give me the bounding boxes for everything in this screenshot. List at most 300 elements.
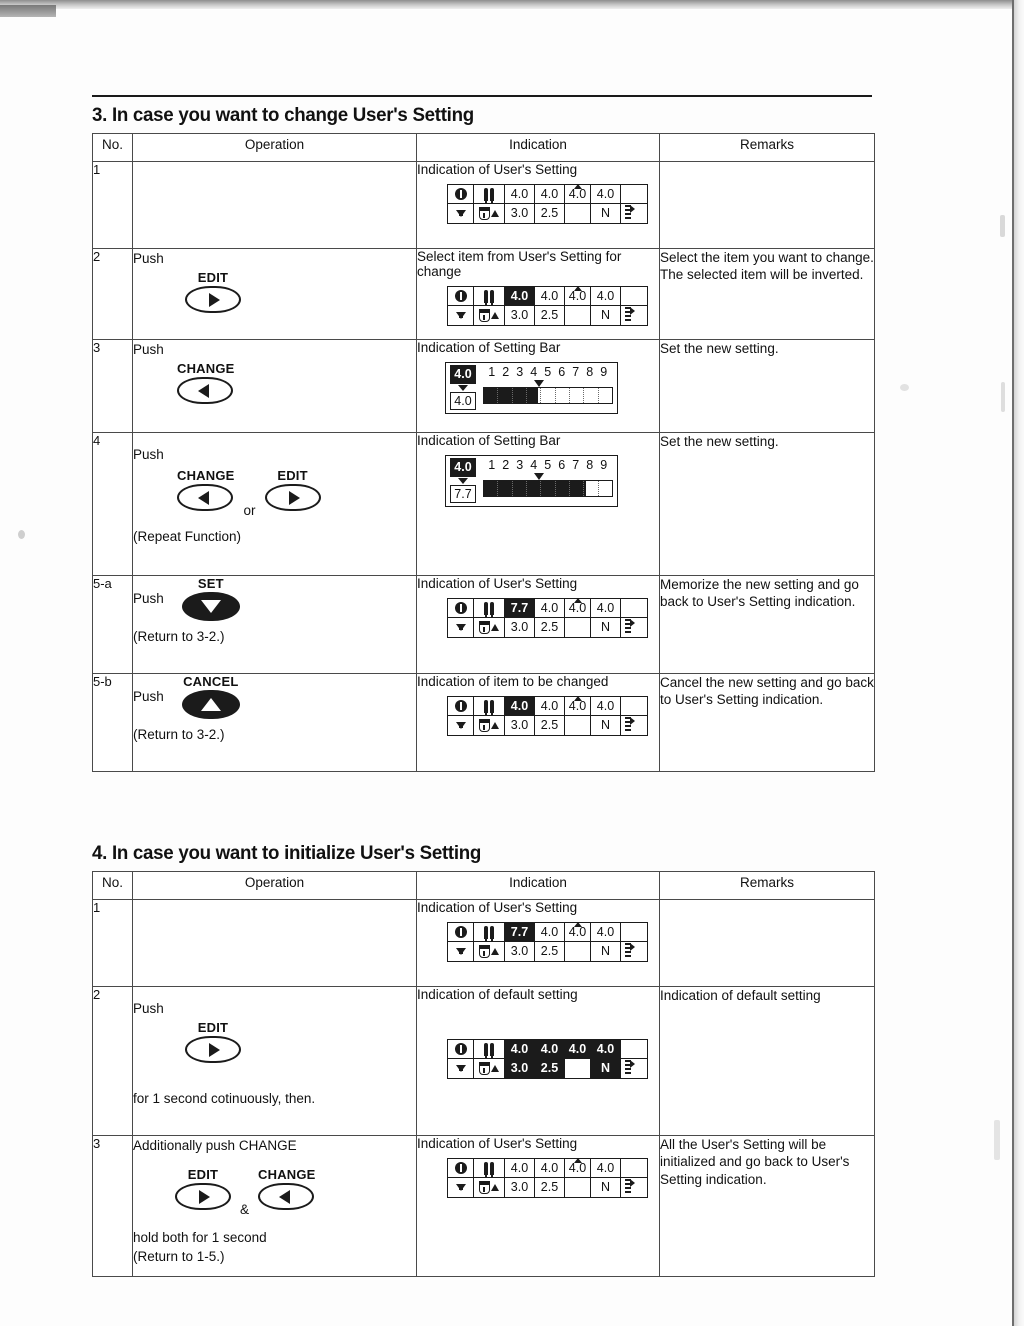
- table-row: [93, 1136, 875, 1277]
- remarks-cell: Select the item you want to change. The selected item will be inverted.: [660, 249, 875, 340]
- lcd-cell: [621, 306, 647, 325]
- change-button-label: CHANGE: [177, 468, 235, 483]
- lcd-cell: [565, 1059, 591, 1078]
- scan-right-page-edge: [1012, 0, 1024, 1326]
- lcd-cell: [621, 204, 647, 223]
- lcd-cell: N: [591, 204, 621, 223]
- lcd-screen: [447, 922, 648, 962]
- arrow-down-icon: [456, 722, 466, 729]
- lcd-cell: [474, 1159, 505, 1178]
- down-caret-icon: [458, 385, 468, 391]
- scroll-marker-icon: [625, 1060, 631, 1075]
- scroll-marker-icon: [625, 205, 631, 220]
- scale-tick-label: 7: [572, 458, 580, 472]
- lcd-setting-bar: [417, 452, 659, 507]
- row-number: 5-a: [93, 576, 133, 674]
- scroll-marker-icon: [625, 943, 631, 958]
- lcd-cell: N: [591, 1178, 621, 1197]
- lcd-cell: [474, 716, 505, 735]
- lcd-cell: [565, 306, 591, 325]
- twin-pins-icon: [484, 1162, 494, 1175]
- button-separator: &: [240, 1202, 250, 1217]
- indication-label: Indication of User's Setting: [417, 162, 578, 177]
- scan-speck: [1000, 215, 1005, 237]
- lcd-row-bottom: [448, 618, 647, 637]
- scale-tick-label: 4: [530, 458, 538, 472]
- pointer-caret-icon: [534, 473, 544, 480]
- scan-speck: [994, 1120, 1000, 1160]
- bar-scale: [483, 458, 613, 472]
- cancel-button[interactable]: [182, 674, 240, 719]
- button-separator: or: [243, 503, 256, 518]
- battery-circle-icon: [455, 700, 467, 712]
- row-number: 1: [93, 900, 133, 987]
- up-caret-icon: [574, 1039, 582, 1044]
- lcd-cell: 3.0: [505, 306, 535, 325]
- edit-button[interactable]: [175, 1167, 231, 1210]
- lcd-cell: 2.5: [535, 204, 565, 223]
- lcd-row-top: [448, 185, 647, 204]
- lcd-cell: 3.0: [505, 618, 535, 637]
- table-row: [93, 433, 875, 576]
- twin-pins-icon: [484, 926, 494, 939]
- lcd-cell: [565, 1178, 591, 1197]
- push-label: Push: [133, 251, 164, 266]
- lcd-cell: 2.5: [535, 716, 565, 735]
- lcd-cell: [565, 204, 591, 223]
- operation-cell: [133, 1136, 417, 1277]
- lcd-cell: 4.0: [591, 599, 621, 618]
- triangle-down-icon: [182, 592, 240, 621]
- operation-cell: [133, 433, 417, 576]
- remarks-cell: Indication of default setting: [660, 987, 875, 1136]
- scan-speck: [1001, 382, 1005, 412]
- lcd-cell: [474, 923, 505, 942]
- up-caret-icon: [574, 922, 582, 927]
- remarks-cell: [660, 162, 875, 249]
- lcd-cell: [621, 923, 647, 942]
- lcd-screen: [445, 455, 618, 507]
- row-number: 3: [93, 340, 133, 433]
- setting-bar-track[interactable]: [483, 480, 613, 497]
- triangle-right-icon: [175, 1183, 231, 1210]
- row-number: 2: [93, 987, 133, 1136]
- indication-label: Select item from User's Setting for change: [417, 249, 622, 279]
- scroll-marker-icon: [625, 307, 631, 322]
- lcd-cell: [448, 1059, 474, 1078]
- target-value: 4.0: [450, 458, 476, 477]
- col-header-no: No.: [93, 134, 133, 162]
- operation-cell: [133, 900, 417, 987]
- procedure-table-4: [92, 871, 875, 1277]
- push-label: Push: [133, 689, 164, 704]
- lcd-cell: 4.0: [565, 1159, 591, 1178]
- lcd-cell: [474, 287, 505, 306]
- scale-tick-label: 9: [600, 458, 608, 472]
- lcd-cell: 4.0: [565, 287, 591, 306]
- scale-tick-label: 5: [544, 458, 552, 472]
- lcd-row-bottom: [448, 716, 647, 735]
- lcd-cell: 3.0: [505, 942, 535, 961]
- col-header-remarks: Remarks: [660, 134, 875, 162]
- lcd-cell: [448, 618, 474, 637]
- setting-bar-track[interactable]: [483, 387, 613, 404]
- lcd-cell: [621, 618, 647, 637]
- edit-button-label: EDIT: [197, 1020, 229, 1035]
- procedure-table-3: [92, 133, 875, 772]
- lcd-cell: 4.0: [535, 1040, 565, 1059]
- row-number: 2: [93, 249, 133, 340]
- lcd-row-top: [448, 697, 647, 716]
- setting-bar-fill: [484, 481, 586, 496]
- target-value: 4.0: [450, 365, 476, 384]
- section-change-users-setting: [92, 104, 874, 772]
- indication-cell: [417, 674, 660, 772]
- lcd-row-bottom: [448, 1178, 647, 1197]
- up-caret-icon: [574, 286, 582, 291]
- lcd-cell: [448, 1178, 474, 1197]
- lcd-cell: 4.0: [591, 1040, 621, 1059]
- lcd-cell: 4.0: [505, 287, 535, 306]
- lcd-settings-grid: [417, 693, 659, 736]
- set-button[interactable]: [182, 576, 240, 621]
- arrow-down-icon: [456, 948, 466, 955]
- cup-triangle-icon: [479, 719, 499, 732]
- col-header-operation: Operation: [133, 872, 417, 900]
- cup-triangle-icon: [479, 207, 499, 220]
- section-initialize-users-setting: [92, 842, 874, 1277]
- operation-note: (Return to 3-2.): [133, 727, 225, 742]
- indication-cell: [417, 576, 660, 674]
- lcd-cell: [448, 204, 474, 223]
- lcd-cell: N: [591, 942, 621, 961]
- lcd-screen: [447, 696, 648, 736]
- scan-speck: [18, 530, 25, 539]
- lcd-cell: [621, 716, 647, 735]
- lcd-cell: 4.0: [591, 287, 621, 306]
- lcd-screen: [447, 1039, 648, 1079]
- lcd-cell: 7.7: [505, 923, 535, 942]
- scale-tick-label: 7: [572, 365, 580, 379]
- scale-tick-label: 1: [488, 458, 496, 472]
- change-button-label: CHANGE: [258, 1167, 316, 1182]
- lcd-cell: 2.5: [535, 306, 565, 325]
- lcd-cell: 2.5: [535, 1059, 565, 1078]
- col-header-indication: Indication: [417, 872, 660, 900]
- lcd-cell: 4.0: [591, 1159, 621, 1178]
- scale-tick-label: 1: [488, 365, 496, 379]
- scale-tick-label: 2: [502, 365, 510, 379]
- lcd-cell: 4.0: [565, 599, 591, 618]
- table-row: [93, 340, 875, 433]
- lcd-cell: [448, 185, 474, 204]
- set-button-label: SET: [197, 576, 224, 591]
- lcd-settings-grid: [417, 919, 659, 962]
- push-label: Additionally push CHANGE: [133, 1138, 297, 1153]
- lcd-cell: [474, 1040, 505, 1059]
- operation-cell: [133, 340, 417, 433]
- up-caret-icon: [574, 184, 582, 189]
- lcd-cell: 3.0: [505, 1059, 535, 1078]
- scale-tick-label: 2: [502, 458, 510, 472]
- scale-tick-label: 5: [544, 365, 552, 379]
- down-caret-icon: [458, 478, 468, 484]
- lcd-cell: [474, 1178, 505, 1197]
- lcd-cell: [448, 716, 474, 735]
- indication-label: Indication of User's Setting: [417, 576, 578, 591]
- indication-cell: [417, 162, 660, 249]
- row-number: 3: [93, 1136, 133, 1277]
- change-button[interactable]: [177, 468, 235, 511]
- triangle-right-icon: [185, 1036, 241, 1063]
- push-label: Push: [133, 447, 164, 462]
- lcd-cell: 7.7: [505, 599, 535, 618]
- lcd-cell: 3.0: [505, 204, 535, 223]
- scale-tick-label: 6: [558, 458, 566, 472]
- lcd-cell: [448, 1040, 474, 1059]
- battery-circle-icon: [455, 188, 467, 200]
- up-caret-icon: [574, 696, 582, 701]
- triangle-right-icon: [185, 286, 241, 313]
- lcd-cell: 4.0: [565, 185, 591, 204]
- lcd-settings-grid: [417, 181, 659, 224]
- lcd-row-top: [448, 923, 647, 942]
- push-label: Push: [133, 1001, 164, 1016]
- lcd-cell: 4.0: [535, 599, 565, 618]
- arrow-down-icon: [456, 1065, 466, 1072]
- lcd-row-bottom: [448, 306, 647, 325]
- scale-tick-label: 9: [600, 365, 608, 379]
- operation-note-2: (Return to 1-5.): [133, 1249, 225, 1264]
- table-row: [93, 249, 875, 340]
- table-row: [93, 900, 875, 987]
- header-divider-rule: [92, 95, 872, 97]
- table-header-row: [93, 134, 875, 162]
- lcd-cell: [621, 185, 647, 204]
- operation-note: (Return to 3-2.): [133, 629, 225, 644]
- section-3-title: 3. In case you want to change User's Setting: [92, 104, 474, 126]
- operation-cell: [133, 987, 417, 1136]
- indication-label: Indication of User's Setting: [417, 1136, 578, 1151]
- scan-top-shadow: [0, 0, 1012, 9]
- lcd-setting-bar: [417, 359, 659, 414]
- lcd-cell: [621, 1178, 647, 1197]
- lcd-cell: 4.0: [535, 923, 565, 942]
- edit-button[interactable]: [185, 270, 241, 313]
- operation-cell: [133, 576, 417, 674]
- lcd-cell: [474, 185, 505, 204]
- remarks-cell: Cancel the new setting and go back to User's Setting indication.: [660, 674, 875, 772]
- edit-button[interactable]: [265, 468, 321, 511]
- lcd-cell: [474, 697, 505, 716]
- lcd-cell: 4.0: [565, 1040, 591, 1059]
- scale-tick-label: 3: [516, 365, 524, 379]
- twin-pins-icon: [484, 188, 494, 201]
- indication-label: Indication of User's Setting: [417, 900, 578, 915]
- arrow-down-icon: [456, 1184, 466, 1191]
- indication-cell: [417, 900, 660, 987]
- triangle-left-icon: [177, 377, 233, 404]
- bar-scale: [483, 365, 613, 379]
- lcd-row-top: [448, 1040, 647, 1059]
- arrow-down-icon: [456, 312, 466, 319]
- scroll-marker-icon: [625, 1179, 631, 1194]
- arrow-down-icon: [456, 210, 466, 217]
- triangle-left-icon: [177, 484, 233, 511]
- lcd-screen: [447, 1158, 648, 1198]
- table-row: [93, 674, 875, 772]
- lcd-cell: [448, 599, 474, 618]
- push-label: Push: [133, 342, 164, 357]
- indication-label: Indication of Setting Bar: [417, 433, 561, 448]
- indication-label: Indication of item to be changed: [417, 674, 609, 689]
- lcd-cell: [621, 287, 647, 306]
- lcd-cell: [474, 1059, 505, 1078]
- cup-triangle-icon: [479, 1062, 499, 1075]
- up-caret-icon: [574, 598, 582, 603]
- lcd-cell: 4.0: [565, 923, 591, 942]
- current-value: 7.7: [450, 485, 476, 504]
- scale-tick-label: 4: [530, 365, 538, 379]
- edit-button[interactable]: [185, 1020, 241, 1063]
- lcd-row-top: [448, 599, 647, 618]
- remarks-cell: Set the new setting.: [660, 340, 875, 433]
- lcd-cell: [448, 306, 474, 325]
- lcd-cell: [621, 1059, 647, 1078]
- lcd-cell: 2.5: [535, 942, 565, 961]
- change-button[interactable]: [177, 361, 235, 404]
- cancel-button-label: CANCEL: [183, 674, 239, 689]
- lcd-settings-grid: [417, 1036, 659, 1079]
- operation-cell: [133, 249, 417, 340]
- col-header-no: No.: [93, 872, 133, 900]
- table-row: [93, 987, 875, 1136]
- remarks-cell: Memorize the new setting and go back to User's Setting indication.: [660, 576, 875, 674]
- lcd-cell: 4.0: [535, 697, 565, 716]
- lcd-cell: [621, 599, 647, 618]
- indication-cell: [417, 433, 660, 576]
- lcd-cell: 4.0: [591, 923, 621, 942]
- row-number: 4: [93, 433, 133, 576]
- lcd-cell: N: [591, 306, 621, 325]
- scroll-marker-icon: [625, 717, 631, 732]
- battery-circle-icon: [455, 1162, 467, 1174]
- operation-note: for 1 second cotinuously, then.: [133, 1091, 316, 1106]
- lcd-settings-grid: [417, 595, 659, 638]
- arrow-down-icon: [456, 624, 466, 631]
- battery-circle-icon: [455, 602, 467, 614]
- lcd-cell: [621, 942, 647, 961]
- lcd-settings-grid: [417, 283, 659, 326]
- col-header-operation: Operation: [133, 134, 417, 162]
- lcd-cell: [565, 716, 591, 735]
- lcd-cell: N: [591, 618, 621, 637]
- battery-circle-icon: [455, 1043, 467, 1055]
- lcd-cell: [474, 306, 505, 325]
- table-row: [93, 576, 875, 674]
- twin-pins-icon: [484, 290, 494, 303]
- lcd-cell: N: [591, 716, 621, 735]
- lcd-cell: [621, 697, 647, 716]
- table-header-row: [93, 872, 875, 900]
- lcd-cell: 2.5: [535, 618, 565, 637]
- lcd-cell: [448, 923, 474, 942]
- up-caret-icon: [574, 1158, 582, 1163]
- lcd-screen: [447, 184, 648, 224]
- lcd-screen: [447, 286, 648, 326]
- triangle-left-icon: [258, 1183, 314, 1210]
- operation-cell: [133, 674, 417, 772]
- lcd-cell: [448, 697, 474, 716]
- lcd-cell: [474, 618, 505, 637]
- change-button[interactable]: [258, 1167, 316, 1210]
- section-4-title: 4. In case you want to initialize User's Setting: [92, 842, 482, 864]
- col-header-remarks: Remarks: [660, 872, 875, 900]
- lcd-row-bottom: [448, 942, 647, 961]
- pointer-caret-icon: [534, 380, 544, 387]
- row-number: 1: [93, 162, 133, 249]
- operation-note: hold both for 1 second: [133, 1230, 267, 1245]
- lcd-row-top: [448, 1159, 647, 1178]
- indication-cell: [417, 249, 660, 340]
- lcd-cell: 4.0: [591, 185, 621, 204]
- scroll-marker-icon: [625, 619, 631, 634]
- triangle-right-icon: [265, 484, 321, 511]
- lcd-cell: [448, 287, 474, 306]
- lcd-cell: [621, 1040, 647, 1059]
- indication-label: Indication of Setting Bar: [417, 340, 561, 355]
- lcd-cell: [448, 942, 474, 961]
- lcd-cell: 3.0: [505, 716, 535, 735]
- scale-tick-label: 8: [586, 458, 594, 472]
- edit-button-label: EDIT: [277, 468, 308, 483]
- lcd-cell: [448, 1159, 474, 1178]
- lcd-cell: [565, 942, 591, 961]
- lcd-cell: [565, 618, 591, 637]
- lcd-screen: [445, 362, 618, 414]
- scale-tick-label: 3: [516, 458, 524, 472]
- lcd-cell: 4.0: [535, 287, 565, 306]
- cup-triangle-icon: [479, 309, 499, 322]
- change-button-label: CHANGE: [177, 361, 235, 376]
- operation-note: (Repeat Function): [133, 529, 242, 544]
- lcd-cell: 4.0: [505, 697, 535, 716]
- row-number: 5-b: [93, 674, 133, 772]
- lcd-row-bottom: [448, 204, 647, 223]
- col-header-indication: Indication: [417, 134, 660, 162]
- lcd-cell: 4.0: [505, 1040, 535, 1059]
- lcd-row-top: [448, 287, 647, 306]
- lcd-cell: [474, 942, 505, 961]
- scale-tick-label: 8: [586, 365, 594, 379]
- lcd-screen: [447, 598, 648, 638]
- indication-cell: [417, 340, 660, 433]
- remarks-cell: [660, 900, 875, 987]
- indication-label: Indication of default setting: [417, 987, 578, 1002]
- edit-button-label: EDIT: [197, 270, 229, 285]
- lcd-cell: 4.0: [535, 185, 565, 204]
- operation-cell: [133, 162, 417, 249]
- battery-circle-icon: [455, 926, 467, 938]
- push-label: Push: [133, 591, 164, 606]
- cup-triangle-icon: [479, 945, 499, 958]
- lcd-cell: [474, 204, 505, 223]
- lcd-cell: N: [591, 1059, 621, 1078]
- lcd-cell: 4.0: [565, 697, 591, 716]
- lcd-settings-grid: [417, 1155, 659, 1198]
- current-value: 4.0: [450, 392, 476, 411]
- remarks-cell: Set the new setting.: [660, 433, 875, 576]
